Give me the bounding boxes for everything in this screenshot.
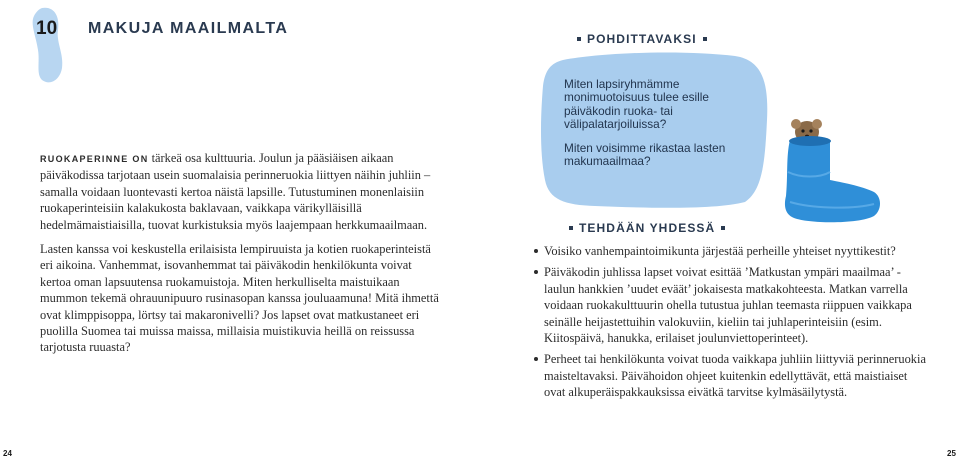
reflection-question-2: Miten voisimme rikastaa lasten makumaailmaa? — [564, 140, 726, 169]
reflection-question-1: Miten lapsiryhmämme monimuotoisuus tulee esille päiväkodin ruoka- tai välipalatarjoiluissa? — [564, 77, 709, 132]
body-paragraph-2: Lasten kanssa voi keskustella erilaisista lempiruuista ja kotien ruokaperinteistä eri aikoina. Vanhemmat, isovanhemmat tai päiväkodin henkilökunta voivat kertoa oman lapsuutensa ruokamuistoja. Miten herkulliselta maistuikaan mummon tekemä ohrauunipuuro rusinasopan kanssa jouluaamuna! Mitä ihmettä ovat klimppisoppa, lörtsy tai makaronivelli? Jos lapset ovat matkustaneet eri puolilla Suomea tai muissa maissa, millaisia muistikuvia heillä on reissussa tarjotusta ruuasta? — [40, 242, 439, 355]
together-heading — [563, 221, 731, 235]
together-list — [534, 243, 929, 406]
body-paragraph-1-text: tärkeä osa kulttuuria. Joulun ja pääsiäisen aikaan päiväkodissa tarjotaan usein suomalaisia perinneruokia liittyen näihin juhliin – samalla voidaan luontevasti kertoa näistä lapsille. Tutustuminen monenlaisiin ruokaperinteisiin kalakukosta baklavaan, vaikkapa värikylläisillä hedelmämaistiaisilla, tuovat kurkistuksia myös laajempaan herkkumaailmaan. — [40, 151, 431, 232]
reflection-questions — [564, 78, 744, 168]
felt-boot-mouse-illustration — [770, 112, 900, 232]
square-bullet-icon — [577, 37, 581, 41]
list-item: Perheet tai henkilökunta voivat tuoda vaikkapa juhliin liittyviä perinneruokia maisteltavaksi. Päivähoidon ohjeet kuitenkin edellyttävät, että maistiaiset ovat alkuperäispakkauksissa eivätkä tarvitse kylmäsäilytystä. — [534, 351, 929, 400]
lead-words: RUOKAPERINNE ON — [40, 154, 149, 164]
square-bullet-icon — [721, 226, 725, 230]
list-item: Voisiko vanhempaintoimikunta järjestää perheille yhteiset nyyttikestit? — [534, 243, 929, 259]
reflection-heading-text: POHDITTAVAKSI — [587, 32, 697, 46]
chapter-title: MAKUJA MAAILMALTA — [88, 20, 289, 37]
reflection-heading — [571, 32, 713, 46]
chapter-number: 10 — [36, 18, 58, 39]
square-bullet-icon — [703, 37, 707, 41]
list-item: Päiväkodin juhlissa lapset voivat esittää ’Matkustan ympäri maailmaa’ -laulun hankkien ’uudet eväät’ jokaisesta matkakohteesta. Matkan varrella voidaan ruokakulttuurin ohella tutustua juhlan teemasta riippuen vaikkapa seinälle heijastettuihin valokuviin, kieliin tai juhlaperinteisiin (esim. Kiitospäivä, hanukka, erilaiset joulunviettoperinteet). — [534, 264, 929, 346]
body-text — [40, 150, 440, 356]
together-heading-text: TEHDÄÄN YHDESSÄ — [579, 221, 716, 235]
page-number-right: 25 — [947, 449, 956, 458]
body-paragraph-1 — [40, 150, 440, 233]
page-number-left: 24 — [3, 449, 12, 458]
square-bullet-icon — [569, 226, 573, 230]
